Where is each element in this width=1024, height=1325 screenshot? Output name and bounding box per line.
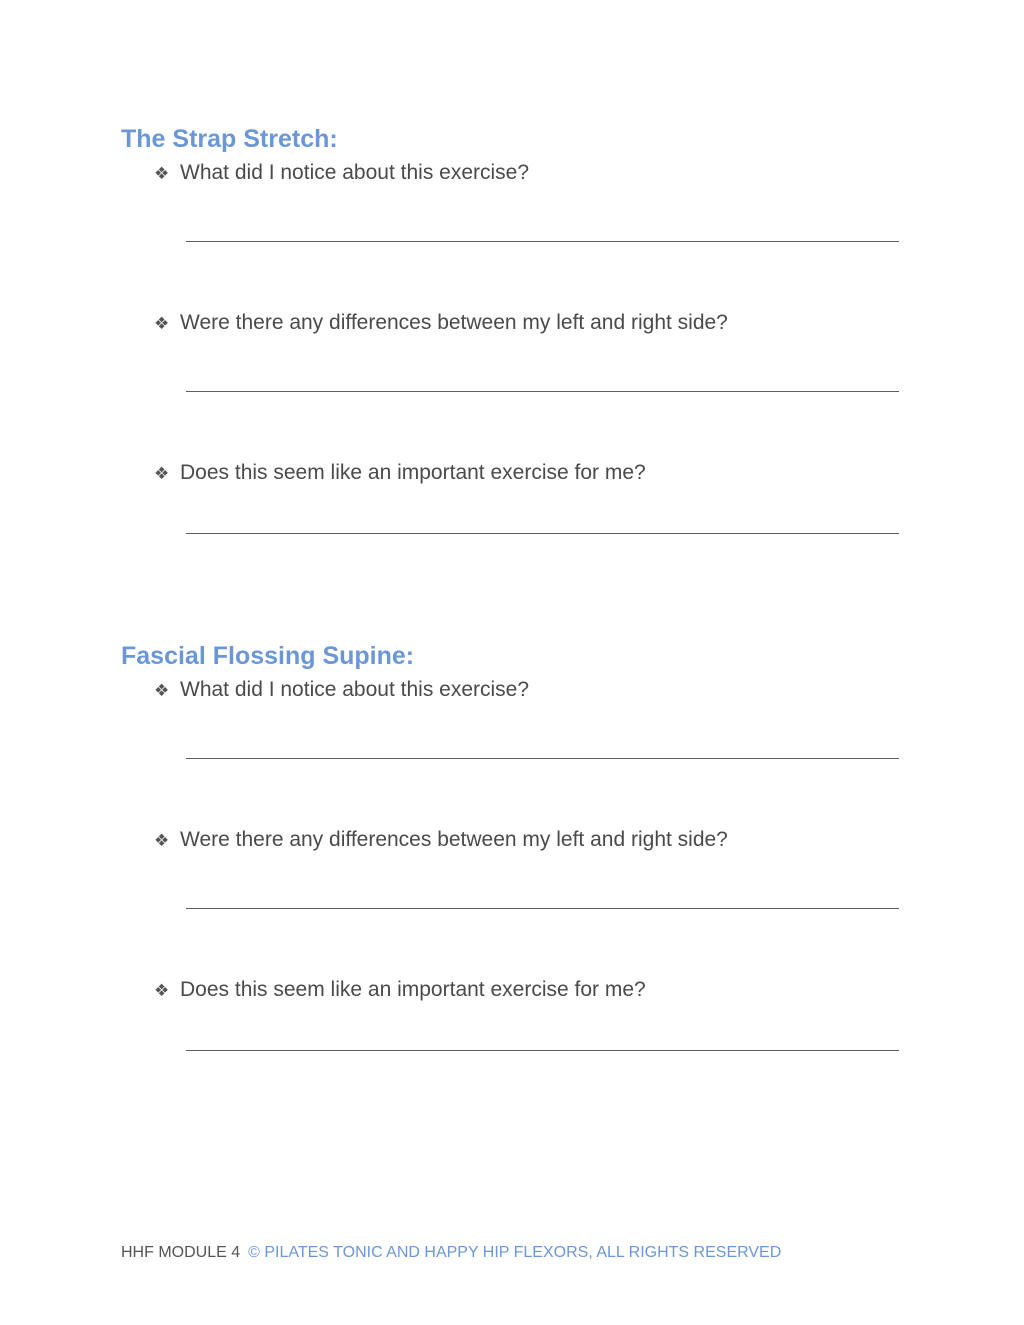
- question-text: What did I notice about this exercise?: [180, 161, 530, 184]
- footer-copyright: © PILATES TONIC AND HAPPY HIP FLEXORS, ALL RIGHTS RESERVED: [248, 1244, 782, 1261]
- answer-line[interactable]: [186, 1050, 899, 1051]
- question-item: [121, 673, 921, 823]
- section-fascial-flossing-supine: [121, 639, 921, 1115]
- diamond-cluster-icon: ❖: [154, 464, 170, 484]
- section-strap-stretch: [121, 122, 921, 598]
- question-item: [121, 973, 921, 1115]
- diamond-cluster-icon: ❖: [154, 831, 170, 851]
- answer-line[interactable]: [186, 391, 899, 392]
- section-title: The Strap Stretch:: [121, 125, 338, 153]
- question-item: [121, 456, 921, 598]
- footer-module-label: HHF MODULE 4: [121, 1244, 241, 1261]
- section-title: Fascial Flossing Supine:: [121, 642, 415, 670]
- question-text: What did I notice about this exercise?: [180, 678, 530, 701]
- question-text: Does this seem like an important exercise for me?: [180, 461, 646, 484]
- answer-line[interactable]: [186, 533, 899, 534]
- diamond-cluster-icon: ❖: [154, 314, 170, 334]
- question-item: [121, 306, 921, 456]
- question-text: Were there any differences between my left and right side?: [180, 828, 728, 851]
- answer-line[interactable]: [186, 908, 899, 909]
- answer-line[interactable]: [186, 241, 899, 242]
- question-item: [121, 823, 921, 973]
- answer-line[interactable]: [186, 758, 899, 759]
- diamond-cluster-icon: ❖: [154, 981, 170, 1001]
- page-footer: [121, 1243, 781, 1263]
- diamond-cluster-icon: ❖: [154, 681, 170, 701]
- question-item: [121, 156, 921, 306]
- question-text: Were there any differences between my left and right side?: [180, 311, 728, 334]
- question-text: Does this seem like an important exercise for me?: [180, 978, 646, 1001]
- diamond-cluster-icon: ❖: [154, 164, 170, 184]
